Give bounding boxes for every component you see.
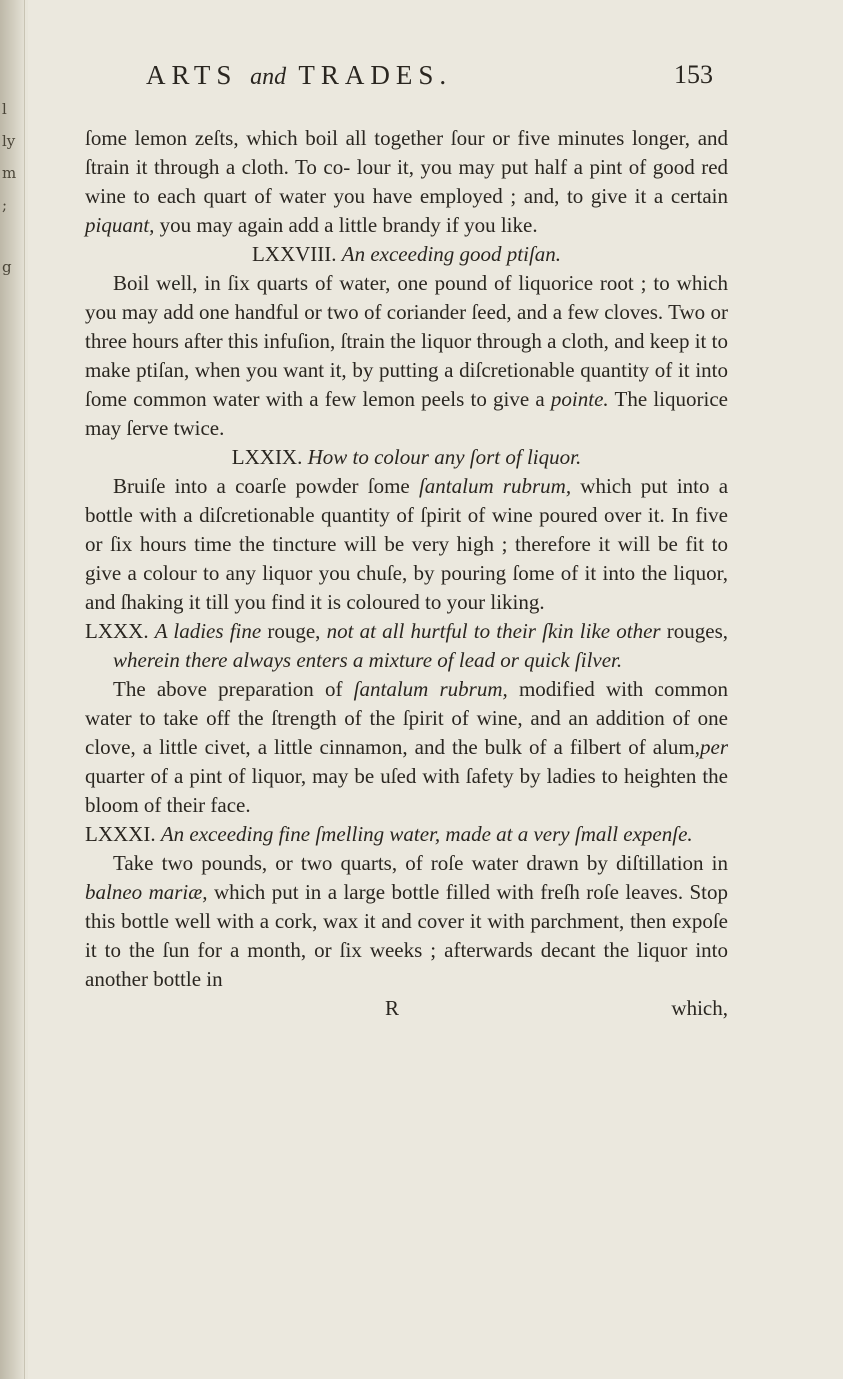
- section-text-79: [85, 472, 728, 617]
- paragraph-text: Take two pounds, or two quarts, of roſe water drawn by diſtillation in: [113, 851, 728, 875]
- adjacent-page-gutter: [0, 0, 25, 1379]
- section-numeral: LXXVIII.: [251, 242, 337, 266]
- paragraph-text: which put into a bottle with a diſcretionable quantity of ſpirit of wine poured over it. In five or ſix hours time the tincture will be very high ; therefore it will be fit to give a colour to any liquor you chuſe, by pouring ſome of it into the liquor, and ſhaking it till you find it is coloured to your liking.: [85, 474, 729, 614]
- section-title: An exceeding fine ſmelling water, made at a very ſmall expenſe.: [160, 822, 693, 846]
- text-line: lour it, you may put half a pint of good red wine to each: [85, 155, 729, 208]
- text-line: ſome lemon zeſts, which boil all together ſour or five: [85, 126, 551, 150]
- section-heading-81: [85, 820, 728, 849]
- section-title: not at all hurtful to their ſkin like other: [326, 619, 661, 643]
- paragraph-text: which put in a large bottle filled with freſh roſe leaves. Stop this bottle well with a cork, wax it and cover it with parchment, then expoſe it to the ſun for a month, or ſix weeks ; afterwards decant the liquor into another bottle in: [85, 880, 729, 991]
- text-line: quart of water you have employed ; and, to give it a: [203, 184, 664, 208]
- section-title: An exceeding good ptiſan.: [341, 242, 562, 266]
- italic-term: ſantalum rubrum,: [353, 677, 508, 701]
- paragraph-text: modified with common water to take off the ſtrength of the ſpirit of wine, and an addition of one clove, a little civet, a little cinnamon, and the bulk of a filbert of alum,: [85, 677, 728, 759]
- section-heading-79: [85, 443, 728, 472]
- italic-term: balneo mariæ,: [85, 880, 208, 904]
- section-text-80: [85, 675, 728, 820]
- italic-term: pointe.: [550, 387, 609, 411]
- section-text-78: [85, 269, 728, 443]
- section-title: How to colour any ſort of liquor.: [307, 445, 582, 469]
- italic-term: piquant,: [85, 213, 155, 237]
- running-title-and: and: [250, 64, 287, 90]
- section-text-81: [85, 849, 728, 994]
- text-line: minutes longer, and ſtrain it through a cloth. To co-: [85, 126, 729, 179]
- gutter-fragment: ly: [2, 132, 16, 150]
- section-numeral: LXXXI.: [85, 822, 156, 846]
- text-line: you like.: [464, 213, 538, 237]
- catchword: which,: [671, 996, 728, 1020]
- section-numeral: LXXIX.: [231, 445, 303, 469]
- gutter-fragment: l: [2, 100, 7, 118]
- italic-term: per: [700, 735, 728, 759]
- section-heading-80: [85, 617, 728, 675]
- paragraph-text: The liquorice may ſerve twice.: [85, 387, 728, 440]
- section-title: wherein there always enters a mixture of lead or quick ſilver.: [113, 648, 623, 672]
- paragraph-text: Boil well, in ſix quarts of water, one pound of liquorice root ; to which you may add one handful or two of coriander ſeed, and a few cloves. Two or three hours after this infuſion, ſtrain the liquor through a cloth, and keep it to make ptiſan, when you want it, by putting a diſcretionable quantity of it into ſome common water with a few lemon peels to give a: [85, 271, 728, 411]
- section-heading-78: [85, 240, 728, 269]
- running-title: [146, 60, 452, 91]
- section-numeral: LXXX.: [85, 619, 149, 643]
- text-line: certain: [670, 184, 728, 208]
- gutter-fragment: g: [2, 258, 12, 276]
- text-line: you may again add a little brandy if: [154, 213, 459, 237]
- paragraph-text: The above preparation of: [113, 677, 343, 701]
- section-title-word: rouges,: [666, 619, 729, 643]
- running-title-arts: ARTS: [146, 60, 238, 90]
- paragraph-text: quarter of a pint of liquor, may be uſed with ſafety by ladies to heighten the bloom of their face.: [85, 764, 728, 817]
- running-title-trades: TRADES.: [298, 60, 453, 90]
- continuation-paragraph: [85, 124, 728, 240]
- section-title: A ladies fine: [154, 619, 262, 643]
- page-header: [28, 60, 843, 100]
- book-page: [28, 0, 843, 1379]
- page-body: [85, 124, 728, 1023]
- paragraph-text: Bruiſe into a coarſe powder ſome: [113, 474, 410, 498]
- italic-term: ſantalum rubrum,: [418, 474, 572, 498]
- gutter-fragment: m: [2, 164, 17, 182]
- page-footer: [85, 994, 728, 1023]
- section-title-word: rouge,: [267, 619, 321, 643]
- signature-mark: R: [385, 996, 400, 1020]
- page-number: 153: [674, 60, 713, 89]
- gutter-fragment: ;: [2, 196, 8, 214]
